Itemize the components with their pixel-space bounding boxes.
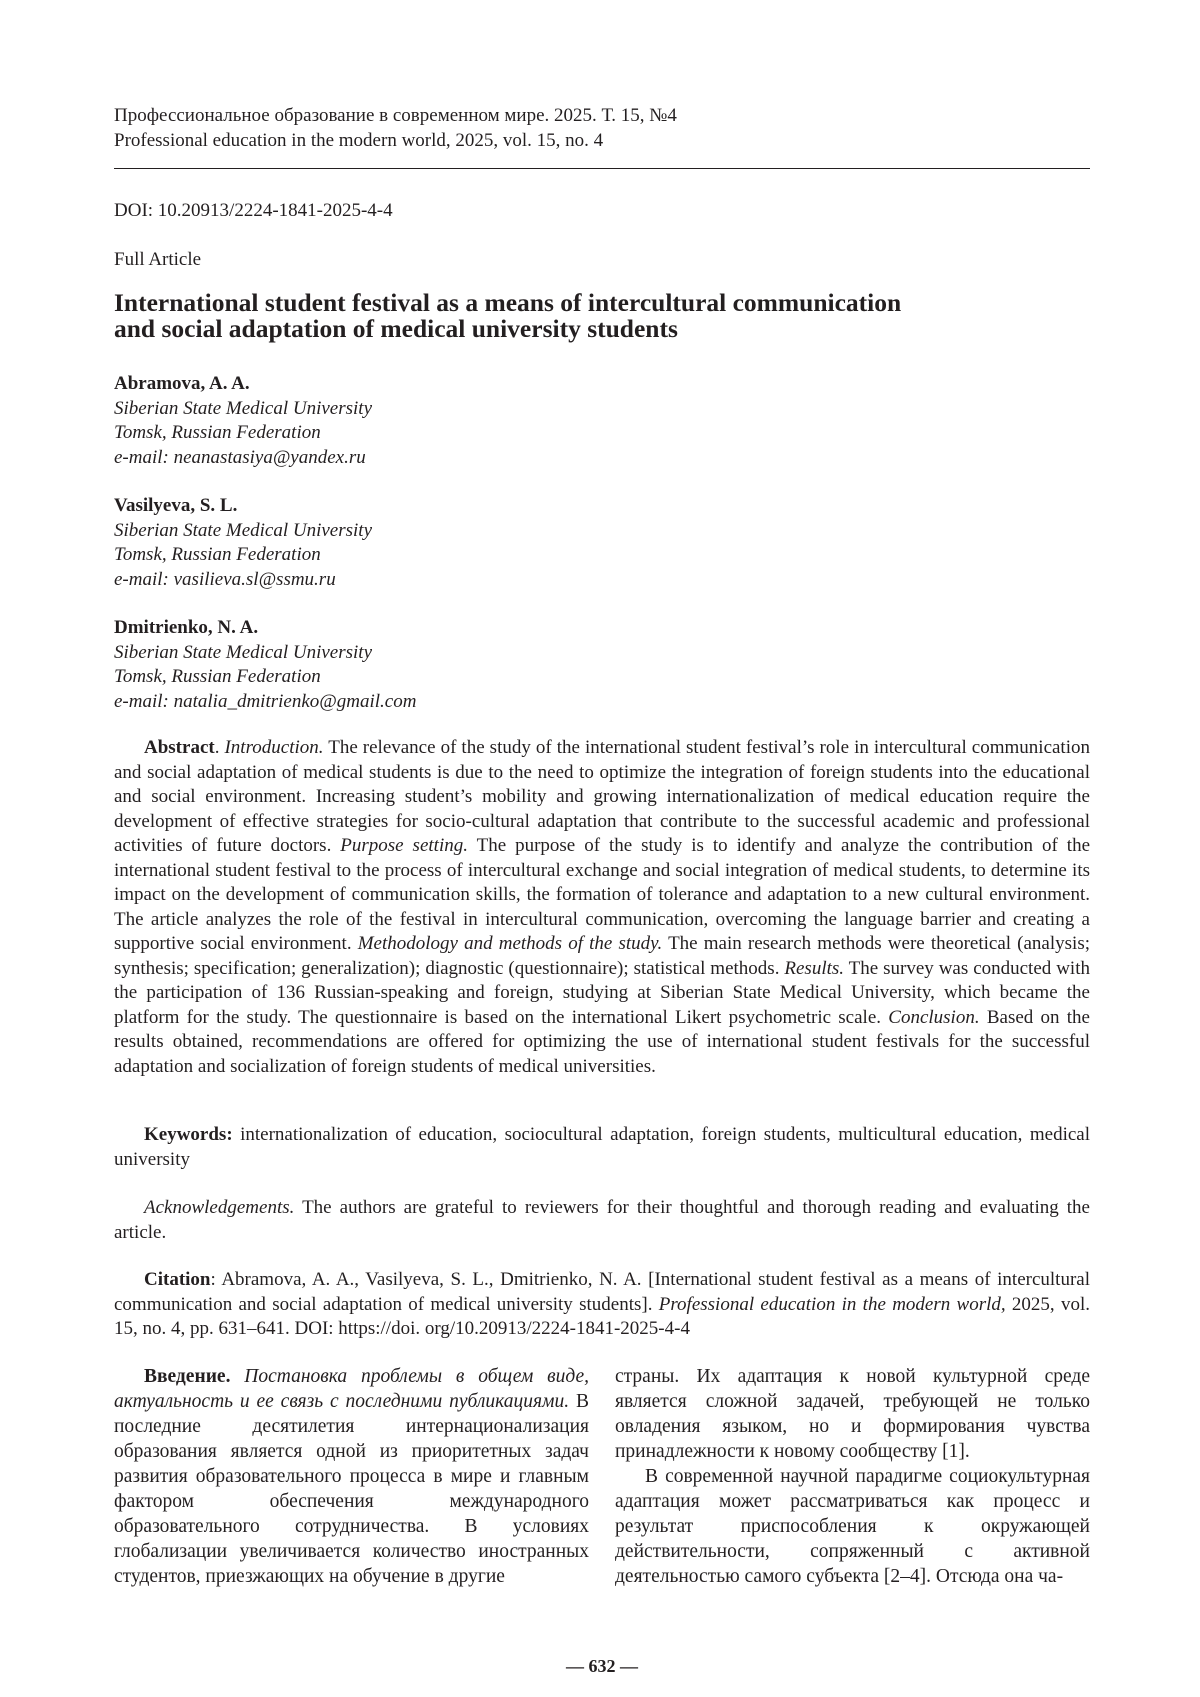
- abstract-label: Abstract: [144, 737, 215, 758]
- abstract-results-label: Results.: [784, 957, 845, 979]
- intro-subtitle: Постановка проблемы в общем виде, актуальность и ее связь с последними публикациями.: [114, 1366, 589, 1412]
- citation-text: : Abramova, A. A., Vasilyeva, S. L., Dmitrienko, N. A. [International student festival as a means of intercultural communication and social adaptation of medical university students].: [114, 1269, 1090, 1315]
- body-paragraph: страны. Их адаптация к новой культурной среде является сложной задачей, требующей не только овладения языком, но и формирования чувства принадлежности к новому сообществу [1].: [615, 1366, 1090, 1462]
- abstract-conclusion-text: Based on the results obtained, recommendations are offered for optimizing the use of international student festivals for the successful adaptation and socialization of foreign students of medical universities.: [114, 1006, 1090, 1077]
- body-paragraph: В современной научной парадигме социокультурная адаптация может рассматриваться как процесс и результат приспособления к окружающей действительности, сопряженный с активной деятельностью самого субъекта [2–4]. Отсюда она ча-: [615, 1466, 1090, 1587]
- body-column-left: [114, 1364, 589, 1589]
- keywords: [114, 1123, 1090, 1172]
- abstract-results-text: The survey was conducted with the participation of 136 Russian-speaking and foreign, studying at Siberian State Medical University, which became the platform for the study. The questionnaire is based on the international Likert psychometric scale.: [114, 957, 1090, 1028]
- author-email: e-mail: neanastasiya@yandex.ru: [114, 446, 366, 468]
- article-title: [114, 290, 1090, 342]
- author-block: [114, 372, 714, 470]
- acknowledgements-text: The authors are grateful to reviewers for their thoughtful and thorough reading and evaluating the article.: [114, 1197, 1090, 1243]
- page-number: — 632 —: [566, 1656, 638, 1676]
- title-line-2: and social adaptation of medical university students: [114, 314, 678, 343]
- acknowledgements: [114, 1196, 1090, 1245]
- body-paragraph: [114, 1364, 589, 1589]
- title-line-1: International student festival as a means of intercultural communication: [114, 288, 902, 317]
- author-name: Abramova, A. A.: [114, 373, 250, 394]
- author-affiliation: Siberian State Medical University: [114, 397, 373, 419]
- author-location: Tomsk, Russian Federation: [114, 422, 321, 443]
- author-block: [114, 616, 714, 714]
- abstract-intro-label: Introduction.: [224, 737, 324, 758]
- citation-journal: Professional education in the modern world,: [658, 1293, 1006, 1315]
- journal-header: [114, 103, 1090, 153]
- journal-title-en: Professional education in the modern world, 2025, vol. 15, no. 4: [114, 130, 604, 151]
- citation: [114, 1268, 1090, 1342]
- author-block: [114, 494, 714, 592]
- abstract-purpose-label: Purpose setting.: [340, 835, 468, 856]
- abstract-purpose-text: The purpose of the study is to identify and analyze the contribution of the international student festival to the process of intercultural exchange and social integration of medical students, to determine its impact on the development of communication skills, the formation of tolerance and adaptation to a new cultural environment. The article analyzes the role of the festival in intercultural communication, overcoming the language barrier and creating a supportive social environment.: [114, 835, 1090, 954]
- keywords-text: internationalization of education, sociocultural adaptation, foreign students, multicultural education, medical university: [114, 1124, 1090, 1170]
- body-column-right: [615, 1364, 1090, 1589]
- doi: DOI: 10.20913/2224-1841-2025-4-4: [114, 200, 393, 221]
- author-location: Tomsk, Russian Federation: [114, 666, 321, 687]
- keywords-label: Keywords:: [144, 1124, 233, 1145]
- author-location: Tomsk, Russian Federation: [114, 544, 321, 565]
- intro-heading: Введение.: [144, 1366, 231, 1387]
- author-email: e-mail: natalia_dmitrienko@gmail.com: [114, 690, 417, 712]
- abstract-methods-text: The main research methods were theoretical (analysis; synthesis; specification; generalization); diagnostic (questionnaire); statistical methods.: [114, 933, 1090, 979]
- abstract-conclusion-label: Conclusion.: [888, 1006, 980, 1028]
- citation-label: Citation: [144, 1269, 211, 1290]
- author-name: Dmitrienko, N. A.: [114, 617, 259, 638]
- header-divider: [114, 168, 1090, 169]
- abstract-methods-label: Methodology and methods of the study.: [357, 933, 663, 954]
- author-affiliation: Siberian State Medical University: [114, 519, 373, 541]
- citation-tail: 2025, vol. 15, no. 4, pp. 631–641. DOI: https://doi. org/10.20913/2224-1841-2025-4-4: [114, 1293, 1091, 1339]
- author-list: [114, 372, 714, 738]
- author-name: Vasilyeva, S. L.: [114, 495, 238, 516]
- abstract-intro-text: The relevance of the study of the international student festival’s role in intercultural communication and social adaptation of medical students is due to the need to optimize the integration of foreign students into the educational and social environment. Increasing student’s mobility and growing internationalization of medical education require the development of effective strategies for socio-cultural adaptation that contribute to the successful academic and professional activities of future doctors.: [114, 737, 1090, 856]
- article-type: Full Article: [114, 249, 202, 270]
- intro-text: В последние десятилетия интернационализация образования является одной из приоритетных задач развития образовательного процесса в мире и главным фактором обеспечения международного образовательного сотрудничества. В условиях глобализации увеличивается количество иностранных студентов, приезжающих на обучение в другие: [114, 1391, 589, 1587]
- abstract: Abstract. Introduction. The relevance of the study of the international student festival’s role in intercultural communication and social adaptation of medical students is due to the need to optimize the integration of foreign students into the educational and social environment. Increasing student’s mobility and growing internationalization of medical education require the development of effective strategies for socio-cultural adaptation that contribute to the successful academic and professional activities of future doctors. Purpose setting. The purpose of the study is to identify and analyze the contribution of the international student festival to the process of intercultural exchange and social integration of medical students, to determine its impact on the development of communication skills, the formation of tolerance and adaptation to a new cultural environment. The article analyzes the role of the festival in intercultural communication, overcoming the language barrier and creating a supportive social environment. Methodology and methods of the study. The main research methods were theoretical (analysis; synthesis; specification; generalization); diagnostic (questionnaire); statistical methods. Results. The survey was conducted with the participation of 136 Russian-speaking and foreign, studying at Siberian State Medical University, which became the platform for the study. The questionnaire is based on the international Likert psychometric scale. Conclusion. Based on the results obtained, recommendations are offered for optimizing the use of international student festivals for the successful adaptation and socialization of foreign students of medical universities.: [114, 737, 1090, 1077]
- acknowledgements-label: Acknowledgements.: [144, 1197, 295, 1218]
- author-affiliation: Siberian State Medical University: [114, 641, 373, 663]
- author-email: e-mail: vasilieva.sl@ssmu.ru: [114, 568, 336, 590]
- journal-title-ru: Профессиональное образование в современном мире. 2025. Т. 15, №4: [114, 105, 677, 126]
